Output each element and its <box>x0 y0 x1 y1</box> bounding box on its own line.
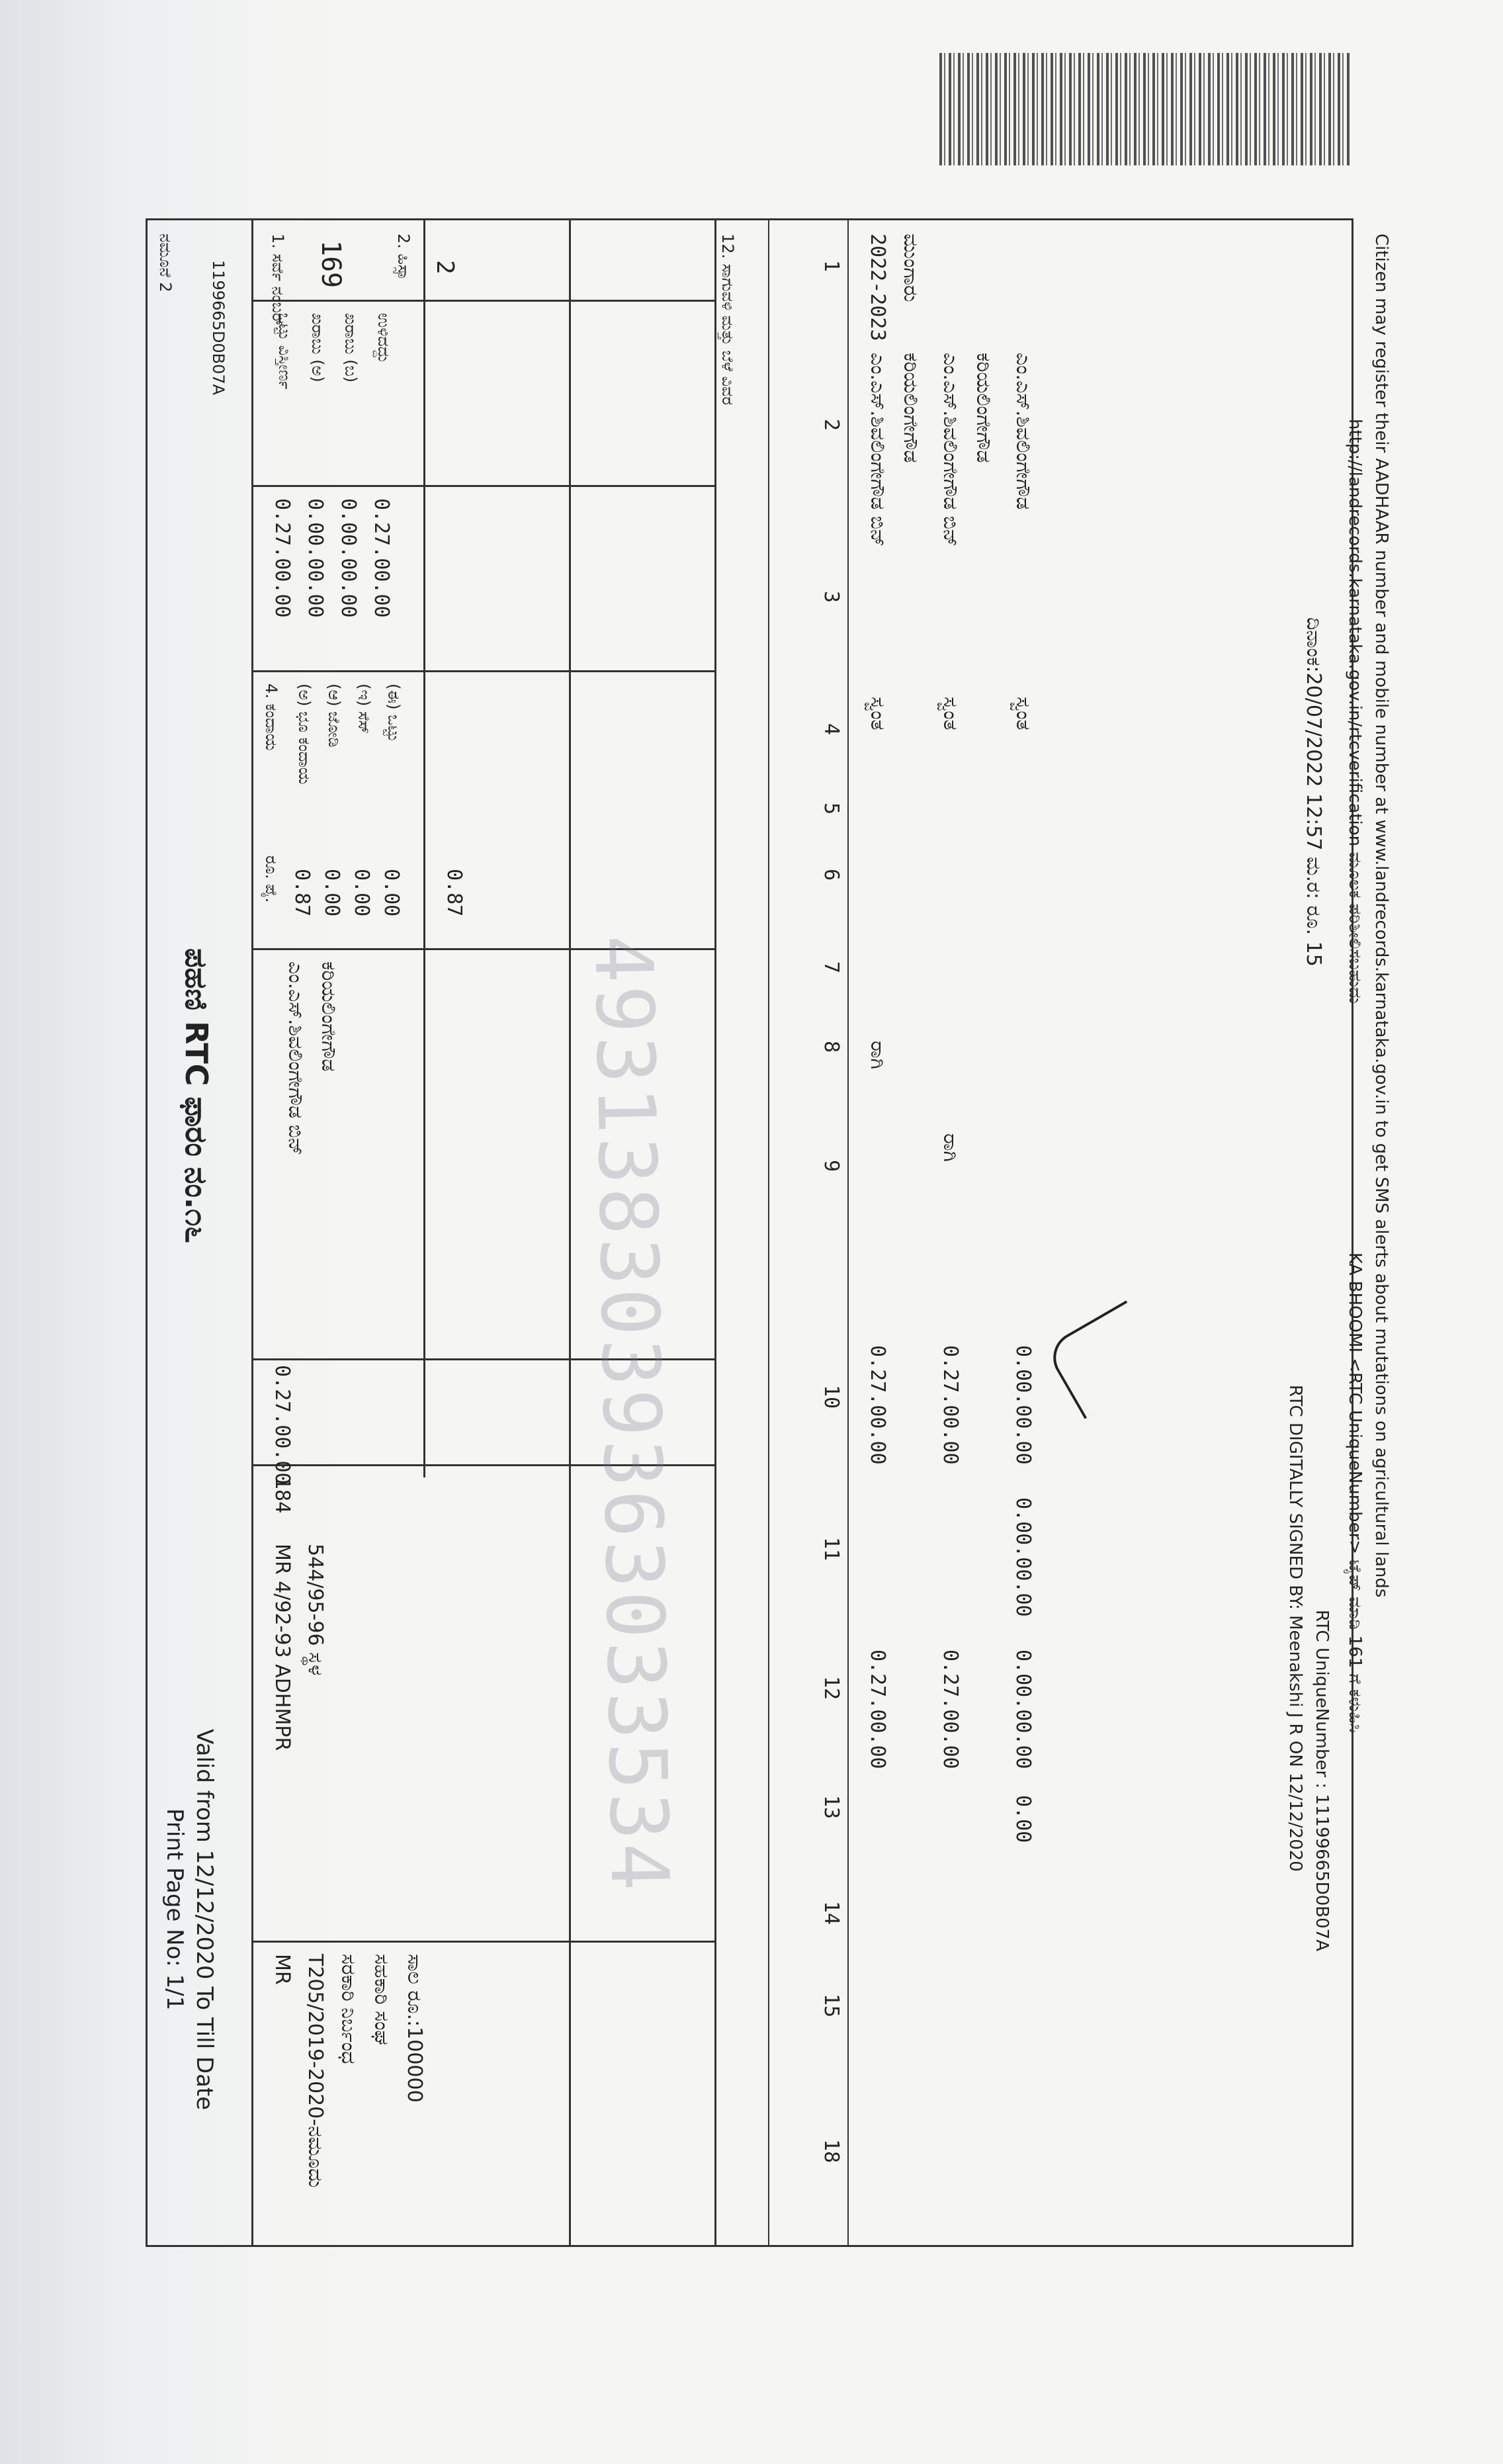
crop-row-0-c10: 0.27.00.00 <box>866 1345 889 1465</box>
owner-khata: 184 <box>271 1477 294 1514</box>
crop-row-0-crop: ಸ್ವಂತ <box>866 697 889 730</box>
crop-row-1-crop: ಸ್ವಂತ <box>939 697 962 730</box>
crop-col-5: 5 <box>820 803 843 815</box>
rtc-form <box>146 218 1391 2247</box>
crop-col-9: 9 <box>820 1160 843 1172</box>
right-note-2: ಸಹಕಾರಿ ಸಂಘ <box>370 1954 393 2045</box>
tax-row-0-value: 0.87 <box>290 869 314 917</box>
crop-col-18: 18 <box>820 2139 843 2164</box>
crop-season: ಮುಂಗಾರು <box>899 234 922 302</box>
land-row-1-label: ಖರಾಬು (ಅ) <box>308 313 327 382</box>
crop-col-3: 3 <box>820 591 843 603</box>
survey-no-label: 1. ಸರ್ವೆ ನಂಬರ್ <box>269 234 287 327</box>
crop-year: 2022-2023 <box>866 234 889 341</box>
right-case: T205/2019-2020-ನಮೂದು <box>304 1954 327 2188</box>
crop-row-2-c12: 0.00.00.00 <box>1011 1650 1035 1769</box>
land-row-2-value: 0.00.00.00 <box>337 498 360 618</box>
tax-row-2-value: 0.00 <box>350 869 373 917</box>
rule-land <box>423 220 425 1477</box>
crop-col-14: 14 <box>820 1901 843 1925</box>
rotated-form-content <box>148 220 1391 2245</box>
land-row-1-value: 0.00.00.00 <box>304 498 327 618</box>
vrule-2 <box>253 485 716 487</box>
tax-row-2-label: (ಇ) ಸೆಸ್ <box>355 683 373 734</box>
rule-crop-nums <box>847 220 849 2245</box>
form-title: ಪಹಣಿ RTC ಫಾರಂ ನಂ.೧೬ <box>179 948 214 1243</box>
vrule-7 <box>253 1941 716 1943</box>
crop-row-1-crop-2: ರಾಗಿ <box>939 1133 962 1162</box>
tax-row-0-label: (ಅ) ಭೂ ಕಂದಾಯ <box>295 683 314 785</box>
tax-total: 0.87 <box>443 869 466 917</box>
crop-row-0-crop-2: ರಾಗಿ <box>866 1041 889 1069</box>
crop-row-1-cultivator-2: ಕರಿಯಲಿಂಗೇಗೌಡ <box>972 353 995 463</box>
owner-mutation: MR 4/92-93 ADHMPR <box>271 1544 294 1751</box>
crop-row-0-c12: 0.27.00.00 <box>866 1650 889 1769</box>
footer-signed-by: RTC DIGITALLY SIGNED BY: Meenakshi J R ON 12/12/2020 <box>1285 1385 1305 1872</box>
unique-code-top: 1199665D0B07A <box>209 260 228 396</box>
land-row-3-label: ಉಳಿದದ್ದು <box>374 313 393 364</box>
tax-unit: ರೂ. ಪೈ. <box>262 856 280 903</box>
right-note-3: ಸಾಲ ರೂ.:100000 <box>403 1954 426 2103</box>
tax-row-3-value: 0.00 <box>380 869 403 917</box>
form-number: ನಮೂನೆ 2 <box>156 234 175 292</box>
crop-row-1-c10: 0.27.00.00 <box>939 1345 962 1465</box>
owner-mutation-2: 544/95-96 ಸ್ಥಳ <box>304 1544 327 1676</box>
vrule-3 <box>253 670 716 672</box>
land-row-2-label: ಖರಾಬು (ಬ) <box>341 313 360 383</box>
crop-row-1-cultivator: ಎಂ.ಎಸ್.ಶಿವಲಿಂಗೇಗೌಡ ಬಿನ್ <box>939 353 962 547</box>
crop-row-0-cultivator-2: ಕರಿಯಲಿಂಗೇಗೌಡ <box>899 353 922 463</box>
owner-father: ಕರಿಯಲಿಂಗೇಗೌಡ <box>317 961 340 1072</box>
crop-col-4: 4 <box>820 723 843 736</box>
land-row-0-label: ಒಟ್ಟು ವಿಸ್ತೀರ್ಣ <box>275 313 294 390</box>
owner-name: ಎಂ.ಎಸ್.ಶಿವಲಿಂಗೇಗೌಡ ಬಿನ್ <box>284 961 307 1156</box>
barcode <box>939 53 1350 165</box>
crop-col-11: 11 <box>820 1537 843 1562</box>
crop-col-7: 7 <box>820 961 843 974</box>
right-mr: MR <box>271 1954 294 1985</box>
tax-row-1-label: (ಆ) ಜೋಡಿ <box>325 683 343 748</box>
crop-col-1: 1 <box>820 260 843 273</box>
tax-heading: 4. ಕಂದಾಯ <box>262 683 280 751</box>
crop-row-2-c10: 0.00.00.00 <box>1011 1345 1035 1465</box>
crop-col-12: 12 <box>820 1676 843 1700</box>
crop-row-2-c11: 0.00.00.00 <box>1011 1497 1035 1617</box>
owner-extent: 0.27.00.00 <box>271 1365 294 1485</box>
crop-col-13: 13 <box>820 1795 843 1820</box>
land-row-0-value: 0.27.00.00 <box>271 498 294 618</box>
crop-col-15: 15 <box>820 1994 843 2018</box>
handwritten-check-mark <box>1044 1300 1168 1419</box>
rule-crop-cols <box>768 220 769 2245</box>
land-row-3-value: 0.27.00.00 <box>370 498 393 618</box>
survey-no: 169 <box>316 240 346 288</box>
crop-heading: 12. ಸಾಗುವಳಿ ಮತ್ತು ಬೆಳೆ ವಿವರ <box>718 234 737 406</box>
crop-row-2-c13: 0.00 <box>1011 1795 1035 1843</box>
crop-row-0-cultivator: ಎಂ.ಎಸ್.ಶಿವಲಿಂಗೇಗೌಡ ಬಿನ್ <box>866 353 889 547</box>
watermark-number: 4931383039363033534 <box>576 934 685 1894</box>
footer-aadhaar-line: Citizen may register their AADHAAR number and mobile number at www.landrecords.karnataka.gov.in to get SMS alerts about mutations on agricultural lands <box>1371 234 1391 1598</box>
vrule-1 <box>253 300 716 302</box>
footer-url-line: http://landrecords.karnataka.gov.in/rtcverification ಮೂಲಕ ಪರಿಶೀಲಿಸಬಹುದು <box>1345 419 1365 1004</box>
crop-row-2-cultivator: ಎಂ.ಎಸ್.ಶಿವಲಿಂಗೇಗೌಡ <box>1011 353 1035 510</box>
right-note-1: ಸರಕಾರಿ ನಿರ್ಬಂಧ <box>337 1954 360 2064</box>
hissa-no: 2 <box>431 260 458 275</box>
crop-row-1-c12: 0.27.00.00 <box>939 1650 962 1769</box>
crop-col-8: 8 <box>820 1041 843 1053</box>
footer-unique-number: RTC UniqueNumber : 11199665D0B07A <box>1312 1610 1332 1952</box>
crop-col-10: 10 <box>820 1385 843 1409</box>
crop-col-6: 6 <box>820 869 843 881</box>
tax-row-3-label: (ಈ) ಒಟ್ಟು <box>384 683 403 742</box>
hissa-label: 2. ಹಿಸ್ಸಾ <box>394 234 413 281</box>
footer-date: ದಿನಾಂಕ:20/07/2022 12:57 ಮ.ರ: ರೂ. 15 <box>1302 617 1325 967</box>
print-page: Print Page No: 1/1 <box>161 1808 188 2011</box>
valid-from: Valid from 12/12/2020 To Till Date <box>191 1729 218 2111</box>
footer-sms-line: KA BHOOMI <RTC UniqueNumber> ಟೈಪ್ ಮಾಡಿ 161 ಗೆ ಕಳುಹಿಸಿ <box>1345 1253 1365 1733</box>
tax-row-1-value: 0.00 <box>320 869 343 917</box>
crop-row-2-crop: ಸ್ವಂತ <box>1011 697 1035 730</box>
crop-col-2: 2 <box>820 419 843 431</box>
